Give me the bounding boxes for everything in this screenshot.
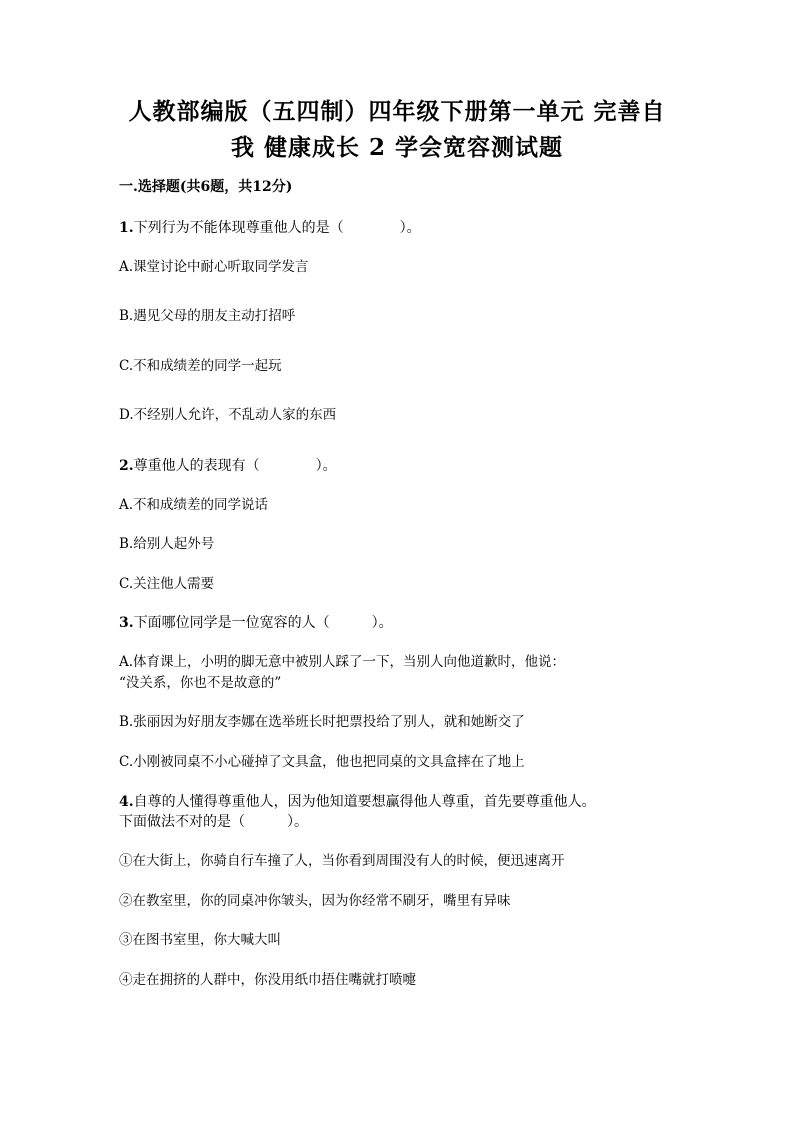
- question-1-option-c: C.不和成绩差的同学一起玩: [119, 358, 282, 374]
- question-1-option-a: A.课堂讨论中耐心听取同学发言: [119, 259, 309, 275]
- question-3-option-c: C.小刚被同桌不小心碰掉了文具盒，他也把同桌的文具盒摔在了地上: [119, 754, 525, 770]
- question-2-stem: [119, 456, 337, 476]
- question-4-item-3: ③在图书室里，你大喊大叫: [119, 932, 281, 948]
- question-text: 下面哪位同学是一位宽容的人（ ）。: [133, 615, 393, 631]
- question-2-option-a: A.不和成绩差的同学说话: [119, 497, 269, 513]
- question-4-stem: [119, 792, 596, 812]
- question-4-item-4: ④走在拥挤的人群中，你没用纸巾捂住嘴就打喷嚏: [119, 972, 416, 988]
- question-2-option-b: B.给别人起外号: [119, 536, 215, 552]
- question-text: 自尊的人懂得尊重他人，因为他知道要想赢得他人尊重，首先要尊重他人。: [133, 794, 596, 810]
- title-line-1: 人教部编版（五四制）四年级下册第一单元 完善自: [128, 98, 666, 125]
- question-3-option-a: A.体育课上，小明的脚无意中被别人踩了一下，当别人向他道歉时，他说：: [119, 654, 566, 670]
- question-3-option-b: B.张丽因为好朋友李娜在选举班长时把票投给了别人，就和她断交了: [119, 714, 525, 730]
- title-line-2: 我 健康成长 2 学会宽容测试题: [230, 134, 564, 161]
- question-1-option-b: B.遇见父母的朋友主动打招呼: [119, 308, 296, 324]
- question-4-stem-continued: 下面做法不对的是（ ）。: [119, 814, 308, 830]
- question-number: 2.: [119, 458, 134, 474]
- question-number: 3.: [119, 615, 134, 631]
- question-2-option-c: C.关注他人需要: [119, 576, 215, 592]
- document-title: [100, 94, 694, 166]
- question-4-item-2: ②在教室里，你的同桌冲你皱头，因为你经常不刷牙，嘴里有异味: [119, 893, 511, 909]
- question-text: 下列行为不能体现尊重他人的是（ ）。: [133, 220, 421, 236]
- question-1-stem: [119, 218, 421, 238]
- question-text: 尊重他人的表现有（ ）。: [133, 458, 337, 474]
- question-3-option-a-continued: “没关系，你也不是故意的”: [119, 675, 282, 691]
- question-4-item-1: ①在大街上，你骑自行车撞了人，当你看到周围没有人的时候，便迅速离开: [119, 853, 565, 869]
- section-heading: 一.选择题(共6题，共12分): [119, 179, 293, 195]
- question-number: 4.: [119, 794, 134, 810]
- question-3-stem: [119, 613, 393, 633]
- question-1-option-d: D.不经别人允许，不乱动人家的东西: [119, 407, 337, 423]
- question-number: 1.: [119, 220, 134, 236]
